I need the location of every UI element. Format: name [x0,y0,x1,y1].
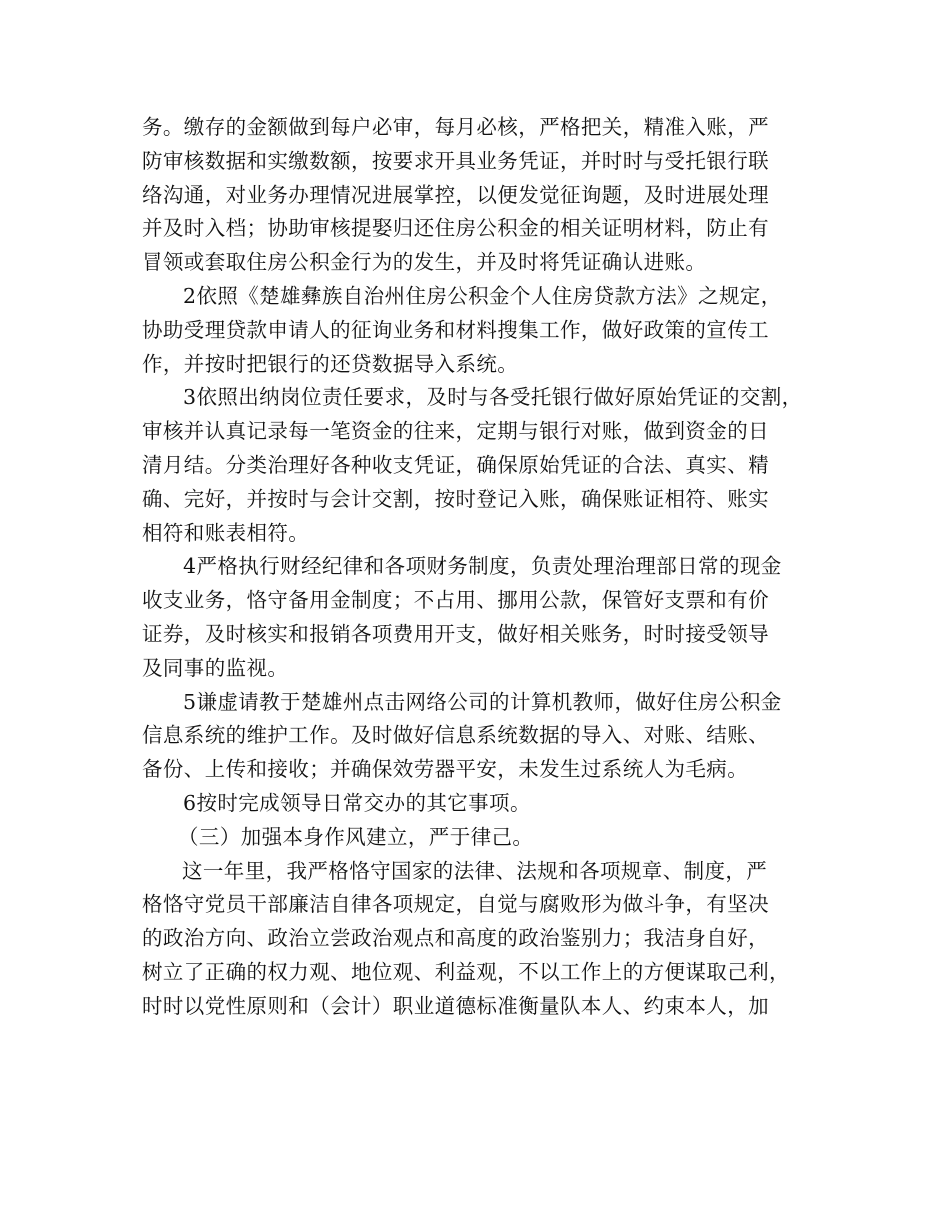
paragraph-item-2 [142,280,812,381]
text-line: 6按时完成领导日常交办的其它事项。 [183,790,531,815]
text-line: 协助受理贷款申请人的征询业务和材料搜集工作，做好政策的宣传工 [142,317,769,342]
text-line: 相符和账表相符。 [142,520,310,545]
text-line: 并及时入档；协助审核提娶归还住房公积金的相关证明材料，防止有 [142,216,769,241]
text-line: 收支业务，恪守备用金制度；不占用、挪用公款，保管好支票和有价 [142,588,769,613]
paragraph-item-3 [142,381,812,550]
paragraph-conduct [142,855,812,1024]
paragraph-item-4 [142,550,812,685]
text-line: 络沟通，对业务办理情况进展掌控，以便发觉征询题，及时进展处理 [142,182,769,207]
text-line: 作，并按时把银行的还贷数据导入系统。 [142,351,519,376]
paragraph-continuation [142,111,812,280]
text-line: 及同事的监视。 [142,655,289,680]
document-body [142,111,812,1024]
text-line: 这一年里，我严格恪守国家的法律、法规和各项规章、制度，严 [182,858,768,883]
text-line: 清月结。分类治理好各种收支凭证，确保原始凭证的合法、真实、精 [142,452,769,477]
text-line: 2依照《楚雄彝族自治州住房公积金个人住房贷款方法》之规定， [183,283,782,308]
text-line: 树立了正确的权力观、地位观、利益观，不以工作上的方便谋取己利， [142,959,790,984]
text-line: 冒领或套取住房公积金行为的发生，并及时将凭证确认进账。 [142,250,707,275]
text-line: 务。缴存的金额做到每户必审，每月必核，严格把关，精准入账，严 [142,115,769,139]
text-line: 确、完好，并按时与会计交割，按时登记入账，确保账证相符、账实 [142,486,769,511]
text-line: 格恪守党员干部廉洁自律各项规定，自觉与腐败形为做斗争，有坚决 [142,892,769,917]
text-line: 防审核数据和实缴数额，按要求开具业务凭证，并时时与受托银行联 [142,148,769,173]
paragraph-item-5 [142,686,812,787]
text-line: 备份、上传和接收；并确保效劳器平安，未发生过系统人为毛病。 [142,757,749,782]
text-line: 3依照出纳岗位责任要求，及时与各受托银行做好原始凭证的交割， [183,385,803,410]
text-line: 证券，及时核实和报销各项费用开支，做好相关账务，时时接受领导 [142,621,769,646]
text-line: 4严格执行财经纪律和各项财务制度，负责处理治理部日常的现金 [183,554,782,579]
text-line: 审核并认真记录每一笔资金的往来，定期与银行对账，做到资金的日 [142,419,769,444]
section-heading [142,821,812,855]
text-line: 的政治方向、政治立尝政治观点和高度的政治鉴别力；我洁身自好， [142,926,769,951]
text-line: （三）加强本身作风建立，严于律己。 [178,824,534,849]
text-line: 5谦虚请教于楚雄州点击网络公司的计算机教师，做好住房公积金 [183,689,782,714]
text-line: 信息系统的维护工作。及时做好信息系统数据的导入、对账、结账、 [142,723,769,748]
paragraph-item-6 [142,787,812,821]
text-line: 时时以党性原则和（会计）职业道德标准衡量队本人、约束本人，加 [142,993,769,1018]
